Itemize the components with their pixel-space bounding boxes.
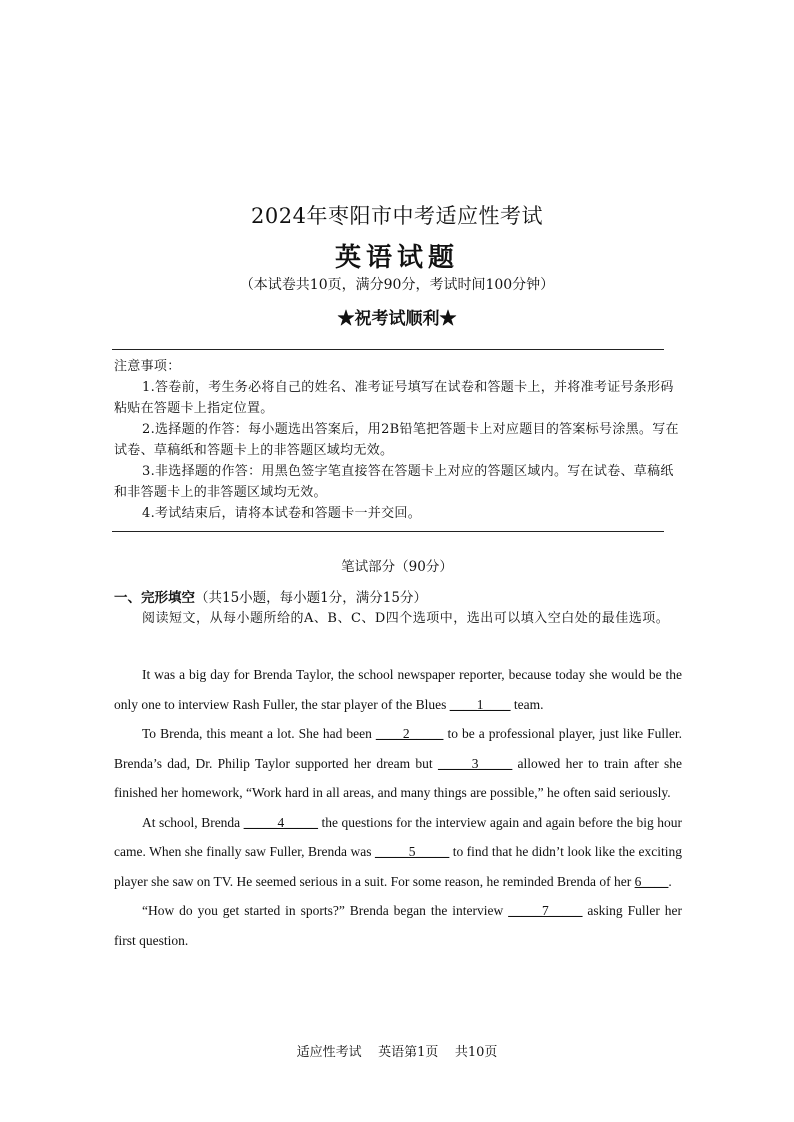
section-title: 笔试部分（90分） (341, 559, 453, 575)
passage-text: To Brenda, this meant a lot. She had been (142, 726, 376, 741)
passage-text: . (668, 873, 672, 889)
passage-text: At school, Brenda (142, 814, 244, 830)
passage-text: allowed her to train after she finished her homework, “Work hard in all areas, and many things are possible,” he often said seriously. (114, 755, 683, 800)
page-footer (0, 1041, 794, 1060)
passage-text: to find that he didn’t look like the exciting player she saw on TV. He seemed serious in a suit. For some reason, he reminded Brenda of her (114, 844, 682, 889)
blank-1: ____1____ (449, 696, 511, 712)
notes-section (114, 356, 682, 524)
blank-4: _____4_____ (243, 814, 318, 830)
passage-paragraph (114, 719, 682, 808)
good-luck-line: ★祝考试顺利★ (337, 309, 457, 329)
passage-paragraph (114, 808, 682, 897)
blank-3: _____3_____ (438, 755, 513, 771)
cloze-passage (114, 660, 682, 955)
notes-title: 注意事项： (114, 359, 181, 374)
notes-item: 4.考试结束后，请将本试卷和答题卡一并交回。 (142, 506, 422, 521)
bottom-divider (112, 531, 664, 532)
passage-text: asking Fuller her first question. (114, 903, 682, 948)
notes-item: 3.非选择题的作答：用黑色签字笔直接答在答题卡上对应的答题区域内。写在试卷、草稿纸和非答题卡上的非答题区域均无效。 (114, 464, 674, 500)
blank-7: _____7_____ (508, 903, 583, 918)
passage-paragraph (114, 896, 682, 955)
passage-text: to be a professional player, just like Fuller. Brenda’s dad, Dr. Philip Taylor supported her dream but (114, 726, 682, 771)
passage-text: the questions for the interview again and again before the big hour came. When she finally saw Fuller, Brenda was (114, 814, 683, 859)
exam-info: （本试卷共10页，满分90分，考试时间100分钟） (239, 277, 555, 293)
blank-5: _____5_____ (374, 844, 450, 859)
passage-text: team. (510, 696, 544, 712)
part-heading (114, 586, 427, 606)
passage-text: “How do you get started in sports?” Brenda began the interview (142, 903, 509, 918)
part-info: （共15小题，每小题1分，满分15分） (195, 590, 427, 606)
passage-text: It was a big day for Brenda Taylor, the school newspaper reporter, because today she would be the only one to interview Rash Fuller, the star player of the Blues (114, 667, 682, 712)
part-title: 一、完形填空 (114, 590, 195, 606)
notes-item: 1.答卷前，考生务必将自己的姓名、准考证号填写在试卷和答题卡上，并将准考证号条形码粘贴在答题卡上指定位置。 (114, 380, 674, 416)
top-divider (112, 349, 664, 350)
passage-paragraph (114, 660, 682, 719)
blank-2: ____2_____ (375, 726, 444, 741)
exam-title: 2024年枣阳市中考适应性考试 (251, 204, 543, 228)
notes-item: 2.选择题的作答：每小题选出答案后，用2B铅笔把答题卡上对应题目的答案标号涂黑。写在试卷、草稿纸和答题卡上的非答题区域均无效。 (114, 422, 679, 458)
part-instruction: 阅读短文，从每小题所给的A、B、C、D四个选项中，选出可以填入空白处的最佳选项。 (142, 611, 670, 626)
subject-title: 英语试题 (334, 243, 459, 273)
blank-6: 6____ (634, 873, 669, 889)
footer-text: 适应性考试 英语第1页 共10页 (296, 1045, 498, 1060)
